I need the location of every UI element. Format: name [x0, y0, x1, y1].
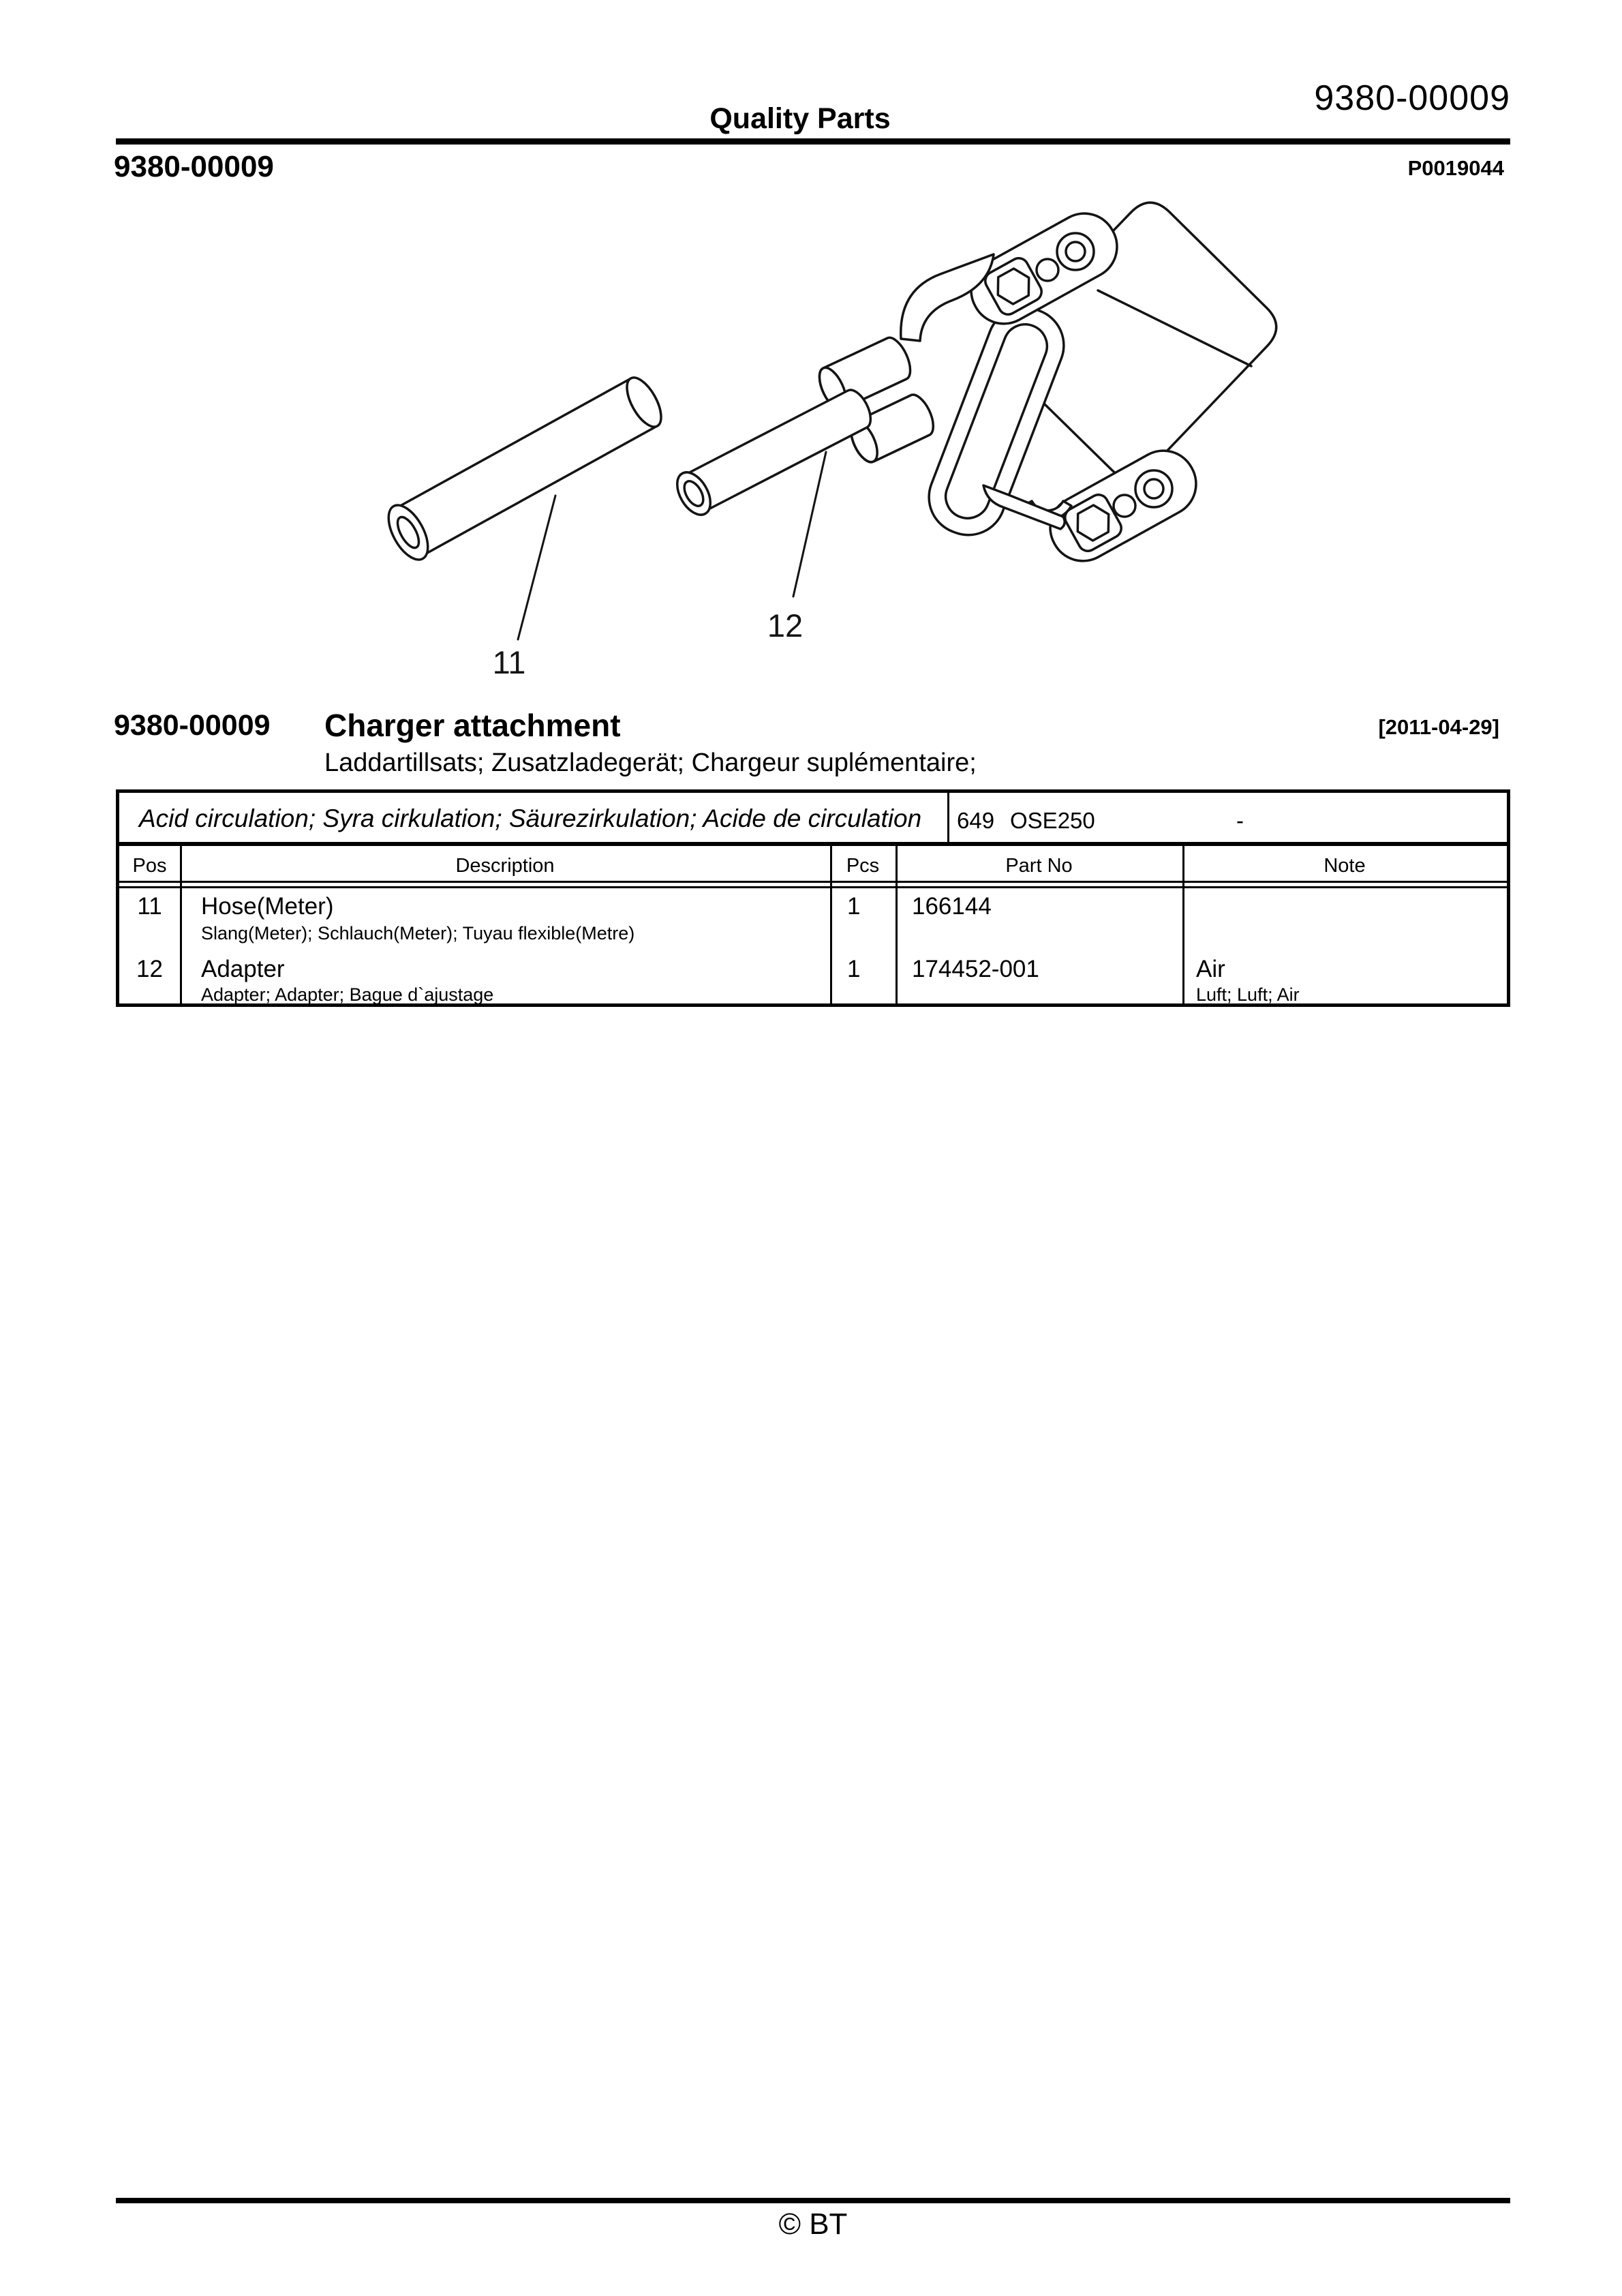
cell-description: Hose(Meter) [201, 893, 334, 920]
qualification-model: OSE250 [1010, 808, 1095, 833]
cell-description-sub: Slang(Meter); Schlauch(Meter); Tuyau flexible(Metre) [201, 923, 635, 943]
header-rule [116, 138, 1510, 145]
sub-doc-number: 9380-00009 [114, 150, 274, 183]
section-title: Charger attachment [324, 708, 621, 743]
table-divider [947, 793, 949, 842]
table-divider [180, 846, 182, 1003]
qualification-text: Acid circulation; Syra cirkulation; Säurezirkulation; Acide de circulation [139, 804, 922, 832]
adapter-12-drawing [671, 337, 934, 520]
col-header-part-no: Part No [1005, 855, 1073, 877]
exploded-parts-figure [368, 174, 1336, 692]
hose-11-drawing [380, 372, 668, 566]
cell-description-sub: Adapter; Adapter; Bague d`ajustage [201, 984, 494, 1005]
cell-note: Air [1196, 956, 1225, 982]
parts-table [116, 789, 1510, 1007]
qualification-variant: - [1236, 808, 1244, 833]
cell-part-no: 174452-001 [912, 956, 1039, 982]
charger-assembly-drawing [901, 202, 1276, 572]
footer-rule [116, 2198, 1510, 2203]
table-divider [896, 846, 898, 1003]
page-title: Quality Parts [709, 102, 891, 135]
cell-pcs: 1 [847, 956, 861, 982]
col-header-pos: Pos [132, 855, 167, 877]
cell-note-sub: Luft; Luft; Air [1196, 984, 1300, 1005]
cell-part-no: 166144 [912, 893, 992, 920]
table-divider [830, 846, 832, 1003]
section-date: [2011-04-29] [1378, 715, 1499, 739]
cell-pcs: 1 [847, 893, 861, 920]
header-doc-number: 9380-00009 [1314, 78, 1510, 118]
cell-description: Adapter [201, 956, 285, 982]
section-subtitle: Laddartillsats; Zusatzladegerät; Chargeur suplémentaire; [324, 749, 977, 777]
qualification-code: 649 [957, 808, 995, 833]
col-header-note: Note [1323, 855, 1366, 877]
table-separator [119, 842, 1507, 846]
figure-label-12: 12 [767, 607, 804, 644]
figure-label-11: 11 [492, 644, 526, 680]
cell-pos: 11 [137, 893, 162, 920]
leader-line-11 [518, 496, 555, 639]
leader-line-12 [793, 452, 826, 596]
copyright: © BT [778, 2207, 848, 2241]
table-double-line [119, 881, 1507, 883]
cell-pos: 12 [136, 956, 163, 982]
col-header-pcs: Pcs [846, 855, 880, 877]
figure-code: P0019044 [1407, 156, 1504, 180]
table-divider [1182, 846, 1184, 1003]
section-doc-number: 9380-00009 [114, 709, 271, 742]
col-header-description: Description [455, 855, 555, 877]
table-double-line [119, 886, 1507, 888]
